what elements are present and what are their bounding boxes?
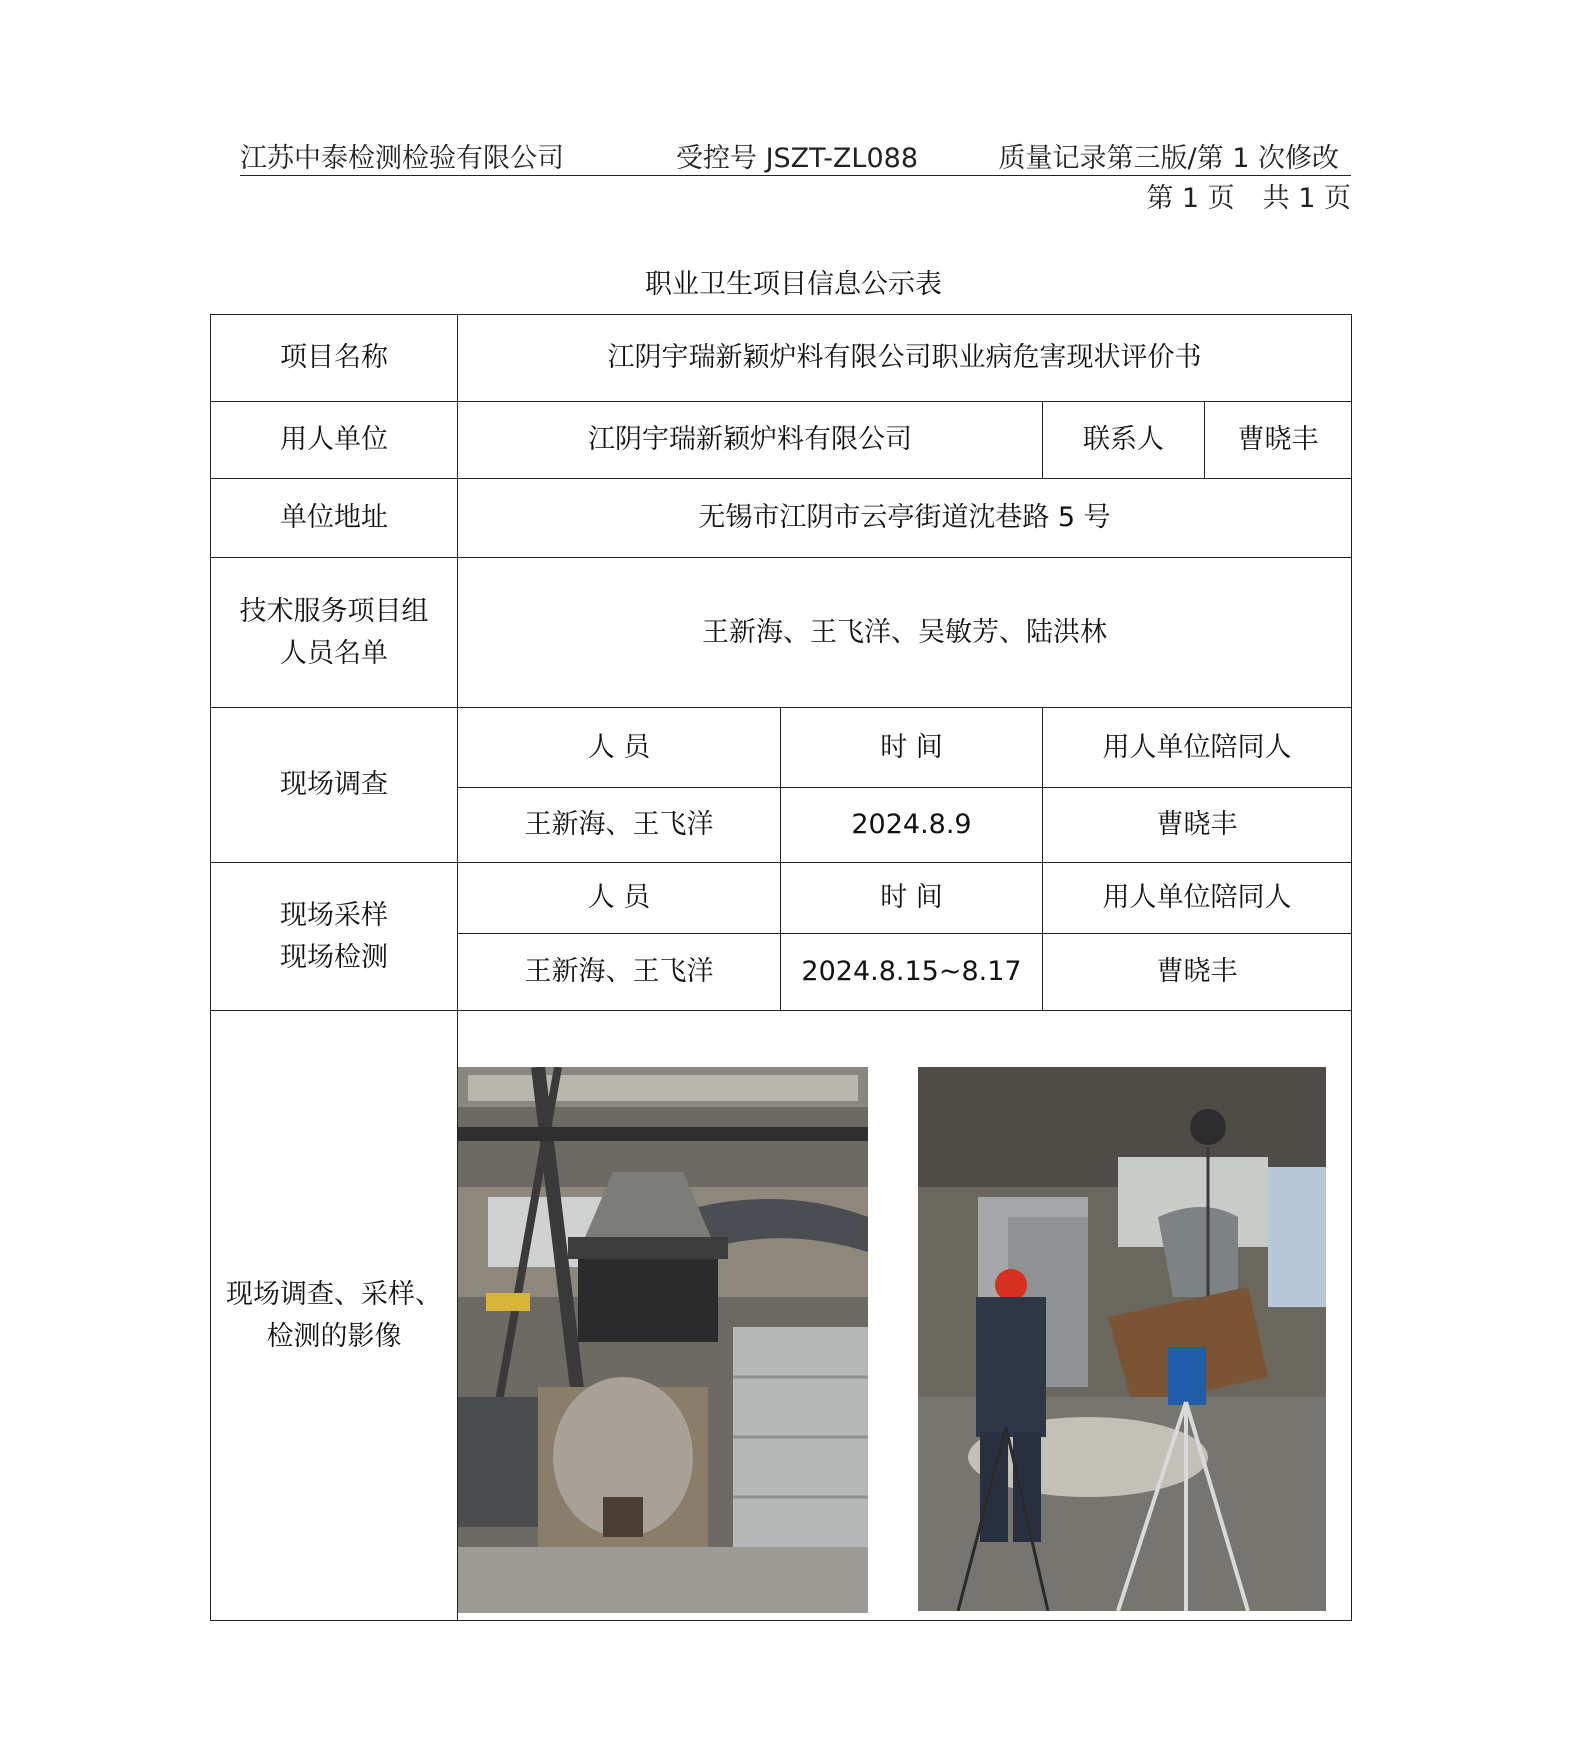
row-address [211, 479, 1352, 558]
employer-value: 江阴宇瑞新颖炉料有限公司 [458, 402, 1043, 479]
team-label-line1: 技术服务项目组 [239, 595, 429, 627]
employer-label: 用人单位 [211, 402, 458, 479]
sampling-label [211, 863, 458, 1011]
page-current: 第 1 页 [1146, 183, 1235, 214]
images-cell [458, 1011, 1352, 1621]
sampling-personnel: 王新海、王飞洋 [458, 934, 781, 1011]
site-photo-furnace [458, 1067, 868, 1613]
edition-info: 质量记录第三版/第 1 次修改 [998, 143, 1339, 174]
sampling-header-escort: 用人单位陪同人 [1043, 863, 1352, 934]
contact-value: 曹晓丰 [1205, 402, 1352, 479]
sampling-header-time: 时 间 [781, 863, 1043, 934]
images-label-line2: 检测的影像 [266, 1320, 402, 1352]
row-images [211, 1011, 1352, 1621]
images-label [211, 1011, 458, 1621]
page-number [1118, 176, 1351, 215]
sampling-header-personnel: 人 员 [458, 863, 781, 934]
address-value: 无锡市江阴市云亭街道沈巷路 5 号 [458, 479, 1352, 558]
team-label-line2: 人员名单 [280, 637, 388, 669]
document-header [240, 132, 1351, 176]
survey-header-time: 时 间 [781, 708, 1043, 788]
sampling-time: 2024.8.15~8.17 [781, 934, 1043, 1011]
images-label-line1: 现场调查、采样、 [226, 1278, 442, 1310]
info-table [210, 314, 1352, 1621]
row-employer [211, 402, 1352, 479]
contact-label: 联系人 [1043, 402, 1205, 479]
sampling-escort: 曹晓丰 [1043, 934, 1352, 1011]
project-name-value: 江阴宇瑞新颖炉料有限公司职业病危害现状评价书 [458, 315, 1352, 402]
row-team [211, 558, 1352, 708]
page-total: 共 1 页 [1262, 183, 1351, 214]
row-project-name [211, 315, 1352, 402]
row-sampling-header [211, 863, 1352, 934]
control-number: 受控号 JSZT-ZL088 [676, 143, 919, 174]
survey-header-personnel: 人 员 [458, 708, 781, 788]
survey-header-escort: 用人单位陪同人 [1043, 708, 1352, 788]
company-name: 江苏中泰检测检验有限公司 [240, 143, 564, 174]
project-name-label: 项目名称 [211, 315, 458, 402]
sampling-label-line1: 现场采样 [280, 899, 388, 931]
address-label: 单位地址 [211, 479, 458, 558]
document-title: 职业卫生项目信息公示表 [645, 269, 942, 300]
team-label [211, 558, 458, 708]
survey-escort: 曹晓丰 [1043, 788, 1352, 863]
survey-label: 现场调查 [211, 708, 458, 863]
site-photo-sampling [918, 1067, 1326, 1611]
team-value: 王新海、王飞洋、吴敏芳、陆洪林 [458, 558, 1352, 708]
sampling-label-line2: 现场检测 [280, 941, 388, 973]
row-survey-header [211, 708, 1352, 788]
survey-personnel: 王新海、王飞洋 [458, 788, 781, 863]
survey-time: 2024.8.9 [781, 788, 1043, 863]
